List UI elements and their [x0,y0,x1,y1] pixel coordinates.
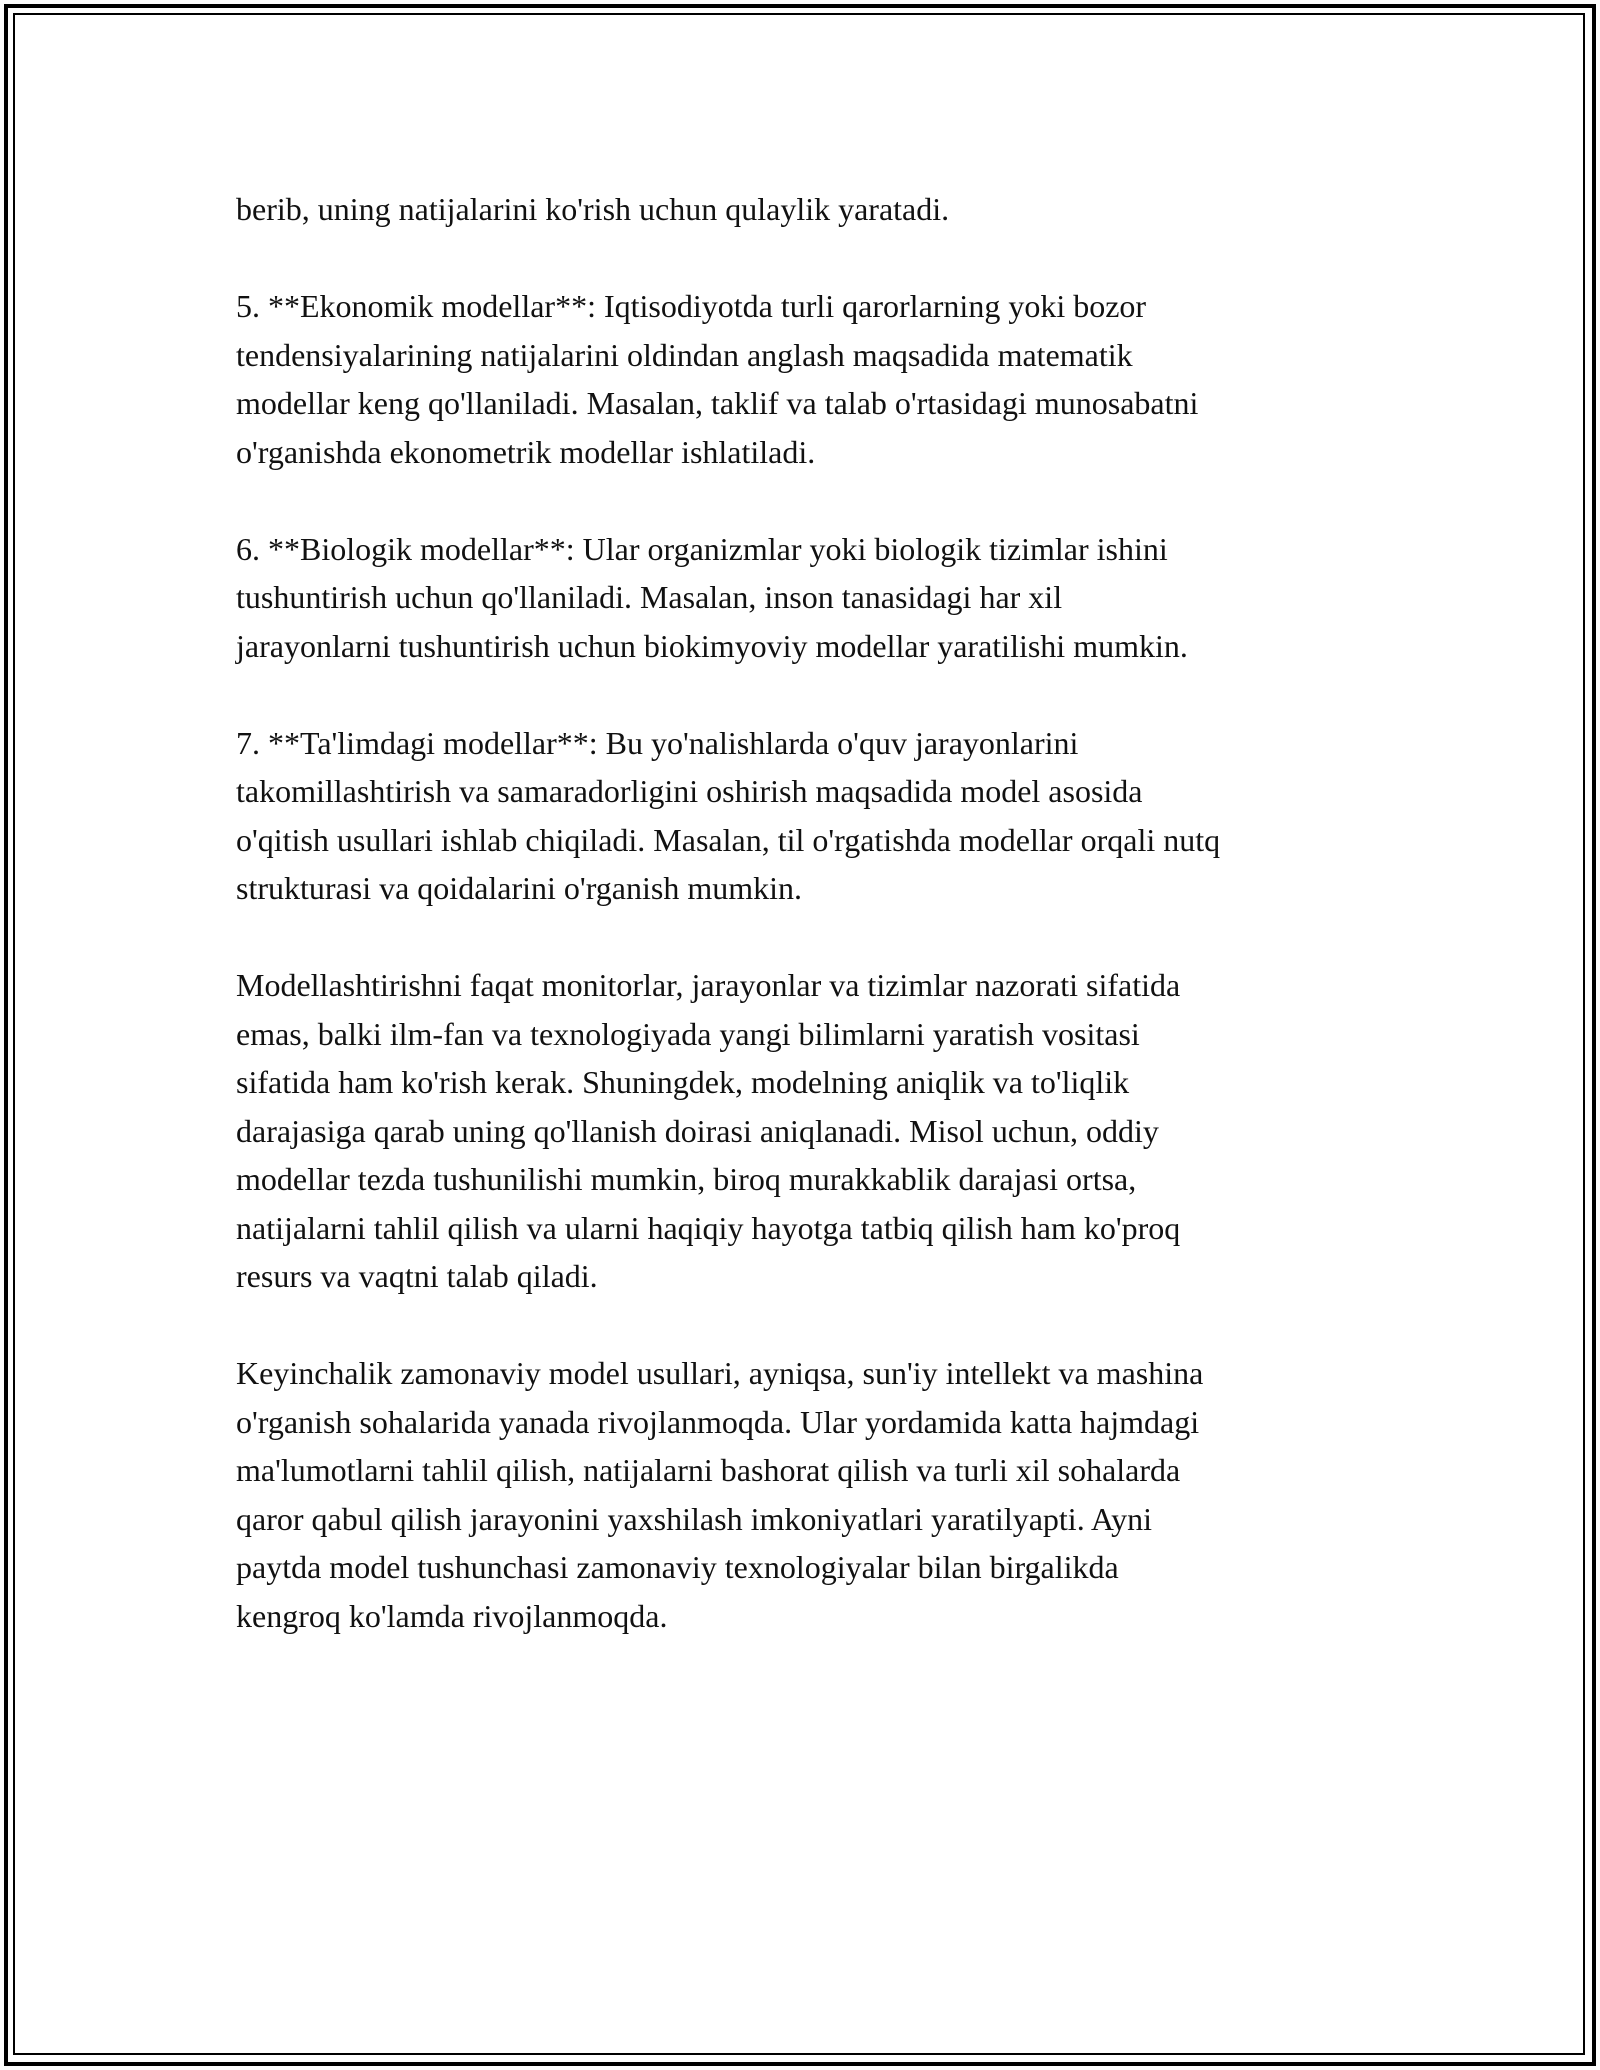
paragraph-continuation: berib, uning natijalarini ko'rish uchun qulaylik yaratadi. [236,191,950,227]
paragraph-biological-models: 6. **Biologik modellar**: Ular organizmlar yoki biologik tizimlar ishini tushuntirish uchun qo'llaniladi. Masalan, inson tanasidagi har xil jarayonlarni tushuntirish uchun biokimyoviy modellar yaratilishi mumkin. [236,530,1188,664]
document-body [236,185,1396,1689]
paragraph-modeling-overview: Modellashtirishni faqat monitorlar, jarayonlar va tizimlar nazorati sifatida emas, balki ilm-fan va texnologiyada yangi bilimlarni yaratish vositasi sifatida ham ko'rish kerak. Shuningdek, modelning aniqlik va to'liqlik darajasiga qarab uning qo'llanish doirasi aniqlanadi. Misol uchun, oddiy modellar tezda tushunilishi mumkin, biroq murakkablik darajasi ortsa, natijalarni tahlil qilish va ularni haqiqiy hayotga tatbiq qilish ham ko'proq resurs va vaqtni talab qiladi. [236,967,1181,1294]
paragraph-economic-models: 5. **Ekonomik modellar**: Iqtisodiyotda turli qarorlarning yoki bozor tendensiyalarining natijalarini oldindan anglash maqsadida matematik modellar keng qo'llaniladi. Masalan, taklif va talab o'rtasidagi munosabatni o'rganishda ekonometrik modellar ishlatiladi. [236,288,1199,470]
paragraph-educational-models: 7. **Ta'limdagi modellar**: Bu yo'nalishlarda o'quv jarayonlarini takomillashtirish va samaradorligini oshirish maqsadida model asosida o'qitish usullari ishlab chiqiladi. Masalan, til o'rgatishda modellar orqali nutq strukturasi va qoidalarini o'rganish mumkin. [236,724,1221,906]
paragraph-modern-methods: Keyinchalik zamonaviy model usullari, ayniqsa, sun'iy intellekt va mashina o'rganish sohalarida yanada rivojlanmoqda. Ular yordamida katta hajmdagi ma'lumotlarni tahlil qilish, natijalarni bashorat qilish va turli xil sohalarda qaror qabul qilish jarayonini yaxshilash imkoniyatlari yaratilyapti. Ayni paytda model tushunchasi zamonaviy texnologiyalar bilan birgalikda kengroq ko'lamda rivojlanmoqda. [236,1355,1204,1634]
